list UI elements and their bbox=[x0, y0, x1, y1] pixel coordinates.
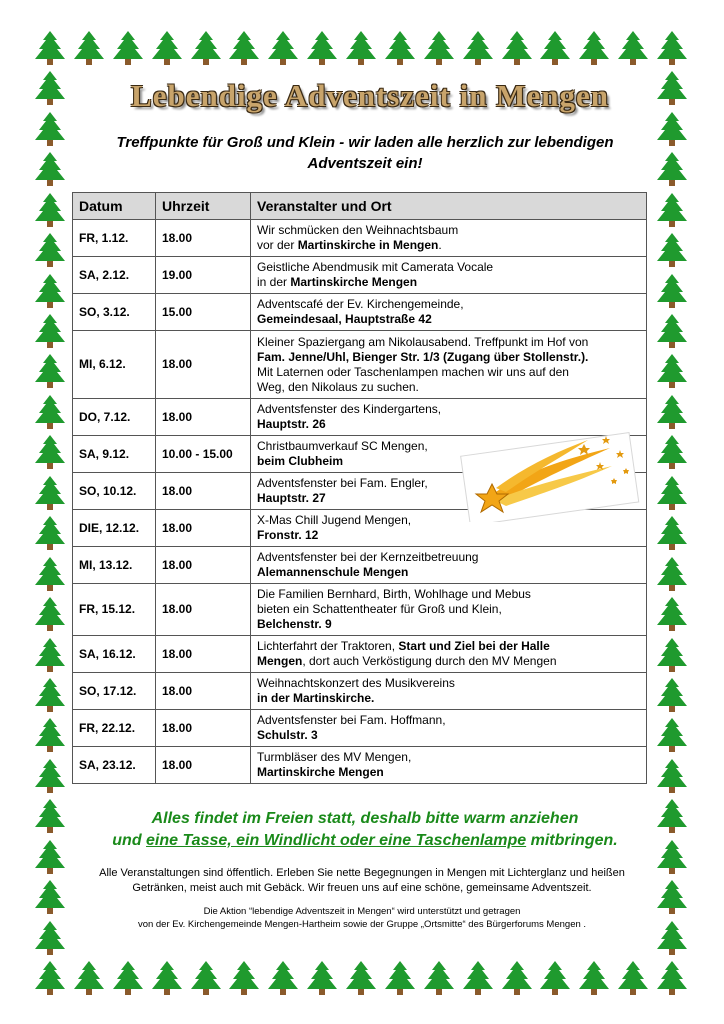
christmas-tree-icon bbox=[539, 30, 571, 66]
cell-organizer: X-Mas Chill Jugend Mengen, Fronstr. 12 bbox=[251, 510, 647, 547]
cell-time: 18.00 bbox=[156, 510, 251, 547]
cell-date: MI, 13.12. bbox=[73, 547, 156, 584]
christmas-tree-icon bbox=[34, 434, 66, 470]
table-header-row bbox=[73, 193, 647, 220]
christmas-tree-icon bbox=[501, 960, 533, 996]
christmas-tree-icon bbox=[34, 717, 66, 753]
christmas-tree-icon bbox=[462, 960, 494, 996]
cell-date: DO, 7.12. bbox=[73, 399, 156, 436]
christmas-tree-icon bbox=[34, 596, 66, 632]
table-row bbox=[73, 584, 647, 636]
header-time: Uhrzeit bbox=[156, 193, 251, 220]
cell-time: 18.00 bbox=[156, 331, 251, 399]
cell-date: FR, 15.12. bbox=[73, 584, 156, 636]
cell-time: 18.00 bbox=[156, 473, 251, 510]
cell-date: SO, 10.12. bbox=[73, 473, 156, 510]
cell-date: FR, 1.12. bbox=[73, 220, 156, 257]
cell-date: MI, 6.12. bbox=[73, 331, 156, 399]
cell-time: 18.00 bbox=[156, 547, 251, 584]
header-date: Datum bbox=[73, 193, 156, 220]
christmas-tree-icon bbox=[267, 960, 299, 996]
christmas-tree-icon bbox=[34, 313, 66, 349]
cell-organizer: Turmbläser des MV Mengen, Martinskirche Mengen bbox=[251, 747, 647, 784]
cell-time: 19.00 bbox=[156, 257, 251, 294]
cell-time: 18.00 bbox=[156, 710, 251, 747]
christmas-tree-icon bbox=[656, 273, 688, 309]
christmas-tree-icon bbox=[34, 879, 66, 915]
christmas-tree-icon bbox=[656, 475, 688, 511]
christmas-tree-icon bbox=[656, 596, 688, 632]
cell-date: SO, 3.12. bbox=[73, 294, 156, 331]
christmas-tree-icon bbox=[578, 30, 610, 66]
cell-date: SO, 17.12. bbox=[73, 673, 156, 710]
christmas-tree-icon bbox=[617, 30, 649, 66]
christmas-tree-icon bbox=[190, 960, 222, 996]
christmas-tree-icon bbox=[267, 30, 299, 66]
christmas-tree-icon bbox=[34, 273, 66, 309]
table-row bbox=[73, 257, 647, 294]
christmas-tree-icon bbox=[34, 515, 66, 551]
christmas-tree-icon bbox=[656, 111, 688, 147]
cell-time: 18.00 bbox=[156, 636, 251, 673]
christmas-tree-icon bbox=[501, 30, 533, 66]
christmas-tree-icon bbox=[151, 960, 183, 996]
christmas-tree-icon bbox=[656, 879, 688, 915]
support-line-1: Die Aktion “lebendige Adventszeit in Mengen“ wird unterstützt und getragen bbox=[203, 906, 521, 917]
christmas-tree-icon bbox=[34, 394, 66, 430]
table-row bbox=[73, 710, 647, 747]
christmas-tree-icon bbox=[34, 353, 66, 389]
christmas-tree-icon bbox=[34, 192, 66, 228]
christmas-tree-icon bbox=[34, 556, 66, 592]
christmas-tree-icon bbox=[34, 151, 66, 187]
christmas-tree-icon bbox=[34, 798, 66, 834]
cell-organizer: Adventscafé der Ev. Kirchengemeinde, Gemeindesaal, Hauptstraße 42 bbox=[251, 294, 647, 331]
christmas-tree-icon bbox=[34, 677, 66, 713]
notice-line-2: und eine Tasse, ein Windlicht oder eine Taschenlampe mitbringen. bbox=[112, 832, 618, 849]
christmas-tree-icon bbox=[73, 30, 105, 66]
christmas-tree-icon bbox=[617, 960, 649, 996]
christmas-tree-icon bbox=[34, 111, 66, 147]
table-row bbox=[73, 636, 647, 673]
support-credits bbox=[82, 905, 642, 931]
cell-date: SA, 23.12. bbox=[73, 747, 156, 784]
christmas-tree-icon bbox=[228, 960, 260, 996]
christmas-tree-icon bbox=[656, 434, 688, 470]
cell-organizer: Weihnachtskonzert des Musikvereins in der Martinskirche. bbox=[251, 673, 647, 710]
christmas-tree-icon bbox=[656, 677, 688, 713]
christmas-tree-icon bbox=[384, 960, 416, 996]
cell-organizer: Die Familien Bernhard, Birth, Wohlhage und Mebus bieten ein Schattentheater für Groß und Klein, Belchenstr. 9 bbox=[251, 584, 647, 636]
christmas-tree-icon bbox=[345, 960, 377, 996]
christmas-tree-icon bbox=[423, 960, 455, 996]
christmas-tree-icon bbox=[656, 556, 688, 592]
cell-time: 18.00 bbox=[156, 584, 251, 636]
table-row bbox=[73, 294, 647, 331]
cell-organizer: Wir schmücken den Weihnachtsbaum vor der Martinskirche in Mengen. bbox=[251, 220, 647, 257]
cell-organizer: Adventsfenster bei Fam. Hoffmann, Schulstr. 3 bbox=[251, 710, 647, 747]
christmas-tree-icon bbox=[656, 920, 688, 956]
christmas-tree-icon bbox=[34, 920, 66, 956]
intro-text: Treffpunkte für Groß und Klein - wir laden alle herzlich zur lebendigen Adventszeit ein! bbox=[116, 134, 614, 172]
christmas-tree-icon bbox=[228, 30, 260, 66]
table-row bbox=[73, 331, 647, 399]
christmas-tree-icon bbox=[656, 839, 688, 875]
christmas-tree-icon bbox=[112, 960, 144, 996]
cell-organizer: Christbaumverkauf SC Mengen, beim Clubheim bbox=[251, 436, 647, 473]
cell-organizer: Lichterfahrt der Traktoren, Start und Ziel bei der Halle Mengen, dort auch Verköstigung durch den MV Mengen bbox=[251, 636, 647, 673]
christmas-tree-icon bbox=[656, 717, 688, 753]
cell-date: SA, 2.12. bbox=[73, 257, 156, 294]
christmas-tree-icon bbox=[190, 30, 222, 66]
christmas-tree-icon bbox=[34, 758, 66, 794]
christmas-tree-icon bbox=[423, 30, 455, 66]
cell-time: 10.00 - 15.00 bbox=[156, 436, 251, 473]
christmas-tree-icon bbox=[656, 515, 688, 551]
support-line-2: von der Ev. Kirchengemeinde Mengen-Hartheim sowie der Gruppe „Ortsmitte“ des Bürgerforums Mengen . bbox=[137, 919, 587, 930]
table-row bbox=[73, 673, 647, 710]
cell-time: 15.00 bbox=[156, 294, 251, 331]
christmas-tree-icon bbox=[112, 30, 144, 66]
cell-organizer: Kleiner Spaziergang am Nikolausabend. Treffpunkt im Hof von Fam. Jenne/Uhl, Bienger Str. 1/3 (Zugang über Stollenstr.). Mit Laternen oder Taschenlampen machen wir uns auf den Weg, den Nikolaus zu suchen. bbox=[251, 331, 647, 399]
cell-time: 18.00 bbox=[156, 399, 251, 436]
christmas-tree-icon bbox=[656, 192, 688, 228]
christmas-tree-icon bbox=[462, 30, 494, 66]
cell-time: 18.00 bbox=[156, 220, 251, 257]
cell-organizer: Adventsfenster bei der Kernzeitbetreuung Alemannenschule Mengen bbox=[251, 547, 647, 584]
cell-date: FR, 22.12. bbox=[73, 710, 156, 747]
christmas-tree-icon bbox=[34, 960, 66, 996]
cell-organizer: Geistliche Abendmusik mit Camerata Vocale in der Martinskirche Mengen bbox=[251, 257, 647, 294]
christmas-tree-icon bbox=[656, 960, 688, 996]
cell-organizer: Adventsfenster des Kindergartens, Hauptstr. 26 bbox=[251, 399, 647, 436]
christmas-tree-icon bbox=[345, 30, 377, 66]
christmas-tree-icon bbox=[34, 475, 66, 511]
warm-clothing-notice bbox=[80, 808, 650, 852]
table-row bbox=[73, 547, 647, 584]
page-title: Lebendige Adventszeit in Mengen bbox=[131, 78, 609, 113]
christmas-tree-icon bbox=[656, 798, 688, 834]
christmas-tree-icon bbox=[578, 960, 610, 996]
notice-line-1: Alles findet im Freien statt, deshalb bitte warm anziehen bbox=[151, 810, 579, 827]
christmas-tree-icon bbox=[656, 232, 688, 268]
christmas-tree-icon bbox=[306, 30, 338, 66]
cell-date: SA, 16.12. bbox=[73, 636, 156, 673]
christmas-tree-icon bbox=[656, 394, 688, 430]
christmas-tree-icon bbox=[384, 30, 416, 66]
cell-organizer: Adventsfenster bei Fam. Engler, Hauptstr. 27 bbox=[251, 473, 647, 510]
christmas-tree-icon bbox=[73, 960, 105, 996]
christmas-tree-icon bbox=[656, 758, 688, 794]
cell-time: 18.00 bbox=[156, 673, 251, 710]
christmas-tree-icon bbox=[151, 30, 183, 66]
public-events-text: Alle Veranstaltungen sind öffentlich. Erleben Sie nette Begegnungen in Mengen mit Lichterglanz und heißen Getränken, meist auch mit Gebäck. Wir freuen uns auf eine schöne, gemeinsame Adventszeit. bbox=[99, 867, 625, 894]
christmas-tree-icon bbox=[656, 637, 688, 673]
christmas-tree-icon bbox=[34, 839, 66, 875]
christmas-tree-icon bbox=[306, 960, 338, 996]
christmas-tree-icon bbox=[34, 232, 66, 268]
table-row bbox=[73, 747, 647, 784]
christmas-tree-icon bbox=[34, 70, 66, 106]
christmas-tree-icon bbox=[656, 151, 688, 187]
header-organizer: Veranstalter und Ort bbox=[251, 193, 647, 220]
cell-date: DIE, 12.12. bbox=[73, 510, 156, 547]
christmas-tree-icon bbox=[656, 30, 688, 66]
cell-date: SA, 9.12. bbox=[73, 436, 156, 473]
christmas-tree-icon bbox=[656, 313, 688, 349]
christmas-tree-icon bbox=[34, 637, 66, 673]
shooting-star-icon bbox=[460, 426, 640, 522]
christmas-tree-icon bbox=[34, 30, 66, 66]
christmas-tree-icon bbox=[539, 960, 571, 996]
christmas-tree-icon bbox=[656, 353, 688, 389]
cell-time: 18.00 bbox=[156, 747, 251, 784]
table-row bbox=[73, 220, 647, 257]
